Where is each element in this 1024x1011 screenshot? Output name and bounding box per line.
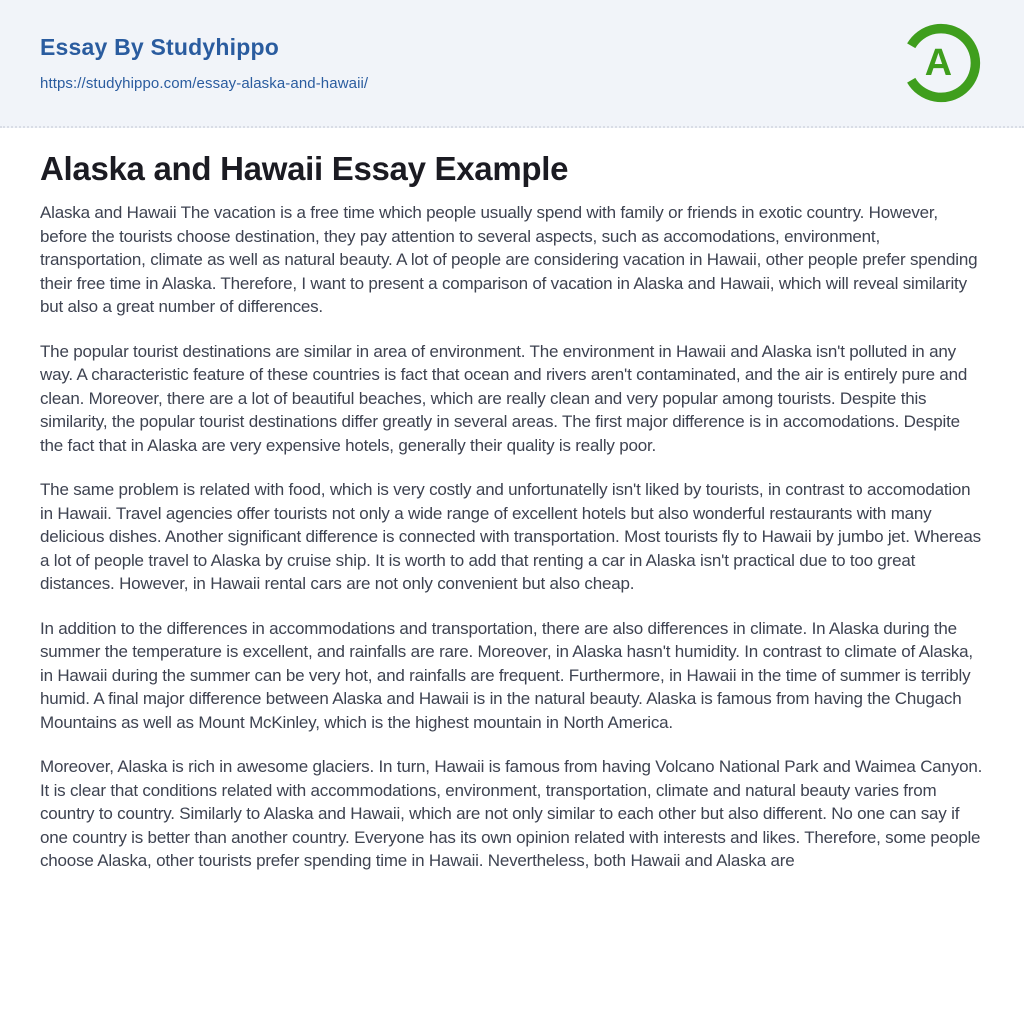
studyhippo-logo: [898, 20, 984, 106]
essay-paragraph-1: Alaska and Hawaii The vacation is a free time which people usually spend with family or friends in exotic country. However, before the tourists choose destination, they pay attention to several aspects, such as accomodations, environment, transportation, climate as well as natural beauty. A lot of people are considering vacation in Hawaii, other people prefer spending their free time in Alaska. Therefore, I want to present a comparison of vacation in Alaska and Hawaii, which will reveal similarity but also a great number of differences.: [40, 203, 978, 316]
essay-paragraph-4: In addition to the differences in accommodations and transportation, there are also differences in climate. In Alaska during the summer the temperature is excellent, and rainfalls are rare. Moreover, in Alaska hasn't humidity. In contrast to climate of Alaska, in Hawaii during the summer can be very hot, and rainfalls are frequent. Furthermore, in Hawaii in the time of summer is terribly humid. A final major difference between Alaska and Hawaii is in the natural beauty. Alaska is famous from having the Chugach Mountains as well as Mount McKinley, which is the highest mountain in North America.: [40, 618, 973, 732]
essay-paragraph-2: The popular tourist destinations are similar in area of environment. The environment in Hawaii and Alaska isn't polluted in any way. A characteristic feature of these countries is fact that ocean and rivers aren't contaminated, and the air is entirely pure and clean. Moreover, there are a lot of beautiful beaches, which are really clean and very popular among tourists. Despite this similarity, the popular tourist destinations differ greatly in several areas. The first major difference is in accomodations. Despite the fact that in Alaska are very expensive hotels, generally their quality is really poor.: [40, 341, 968, 455]
site-title: Essay By Studyhippo: [40, 34, 279, 60]
page-url-link[interactable]: https://studyhippo.com/essay-alaska-and-hawaii/: [40, 75, 369, 92]
essay-paragraph-5: Moreover, Alaska is rich in awesome glaciers. In turn, Hawaii is famous from having Volcano National Park and Waimea Canyon. It is clear that conditions related with accommodations, environment, transportation, climate and natural beauty varies from country to country. Similarly to Alaska and Hawaii, which are not only similar to each other but also different. No one can say if one country is better than another country. Everyone has its own opinion related with interests and likes. Therefore, some people choose Alaska, other tourists prefer spending time in Hawaii. Nevertheless, both Hawaii and Alaska are: [40, 757, 983, 870]
essay-paragraph-3: The same problem is related with food, which is very costly and unfortunatelly isn't liked by tourists, in contrast to accomodation in Hawaii. Travel agencies offer tourists not only a wide range of excellent hotels but also wonderful restaurants with many delicious dishes. Another significant difference is connected with transportation. Most tourists fly to Hawaii by jumbo jet. Whereas a lot of people travel to Alaska by cruise ship. It is worth to add that renting a car in Alaska isn't practical due to too great distances. However, in Hawaii rental cars are not only convenient but also cheap.: [40, 480, 981, 593]
essay-content: [0, 128, 1024, 873]
logo-ring-icon: [898, 20, 984, 106]
header-text-block: [40, 34, 368, 92]
article-title: Alaska and Hawaii Essay Example: [40, 150, 569, 187]
essay-body: [40, 201, 984, 873]
page-header: [0, 0, 1024, 128]
logo-letter: A: [924, 42, 953, 85]
